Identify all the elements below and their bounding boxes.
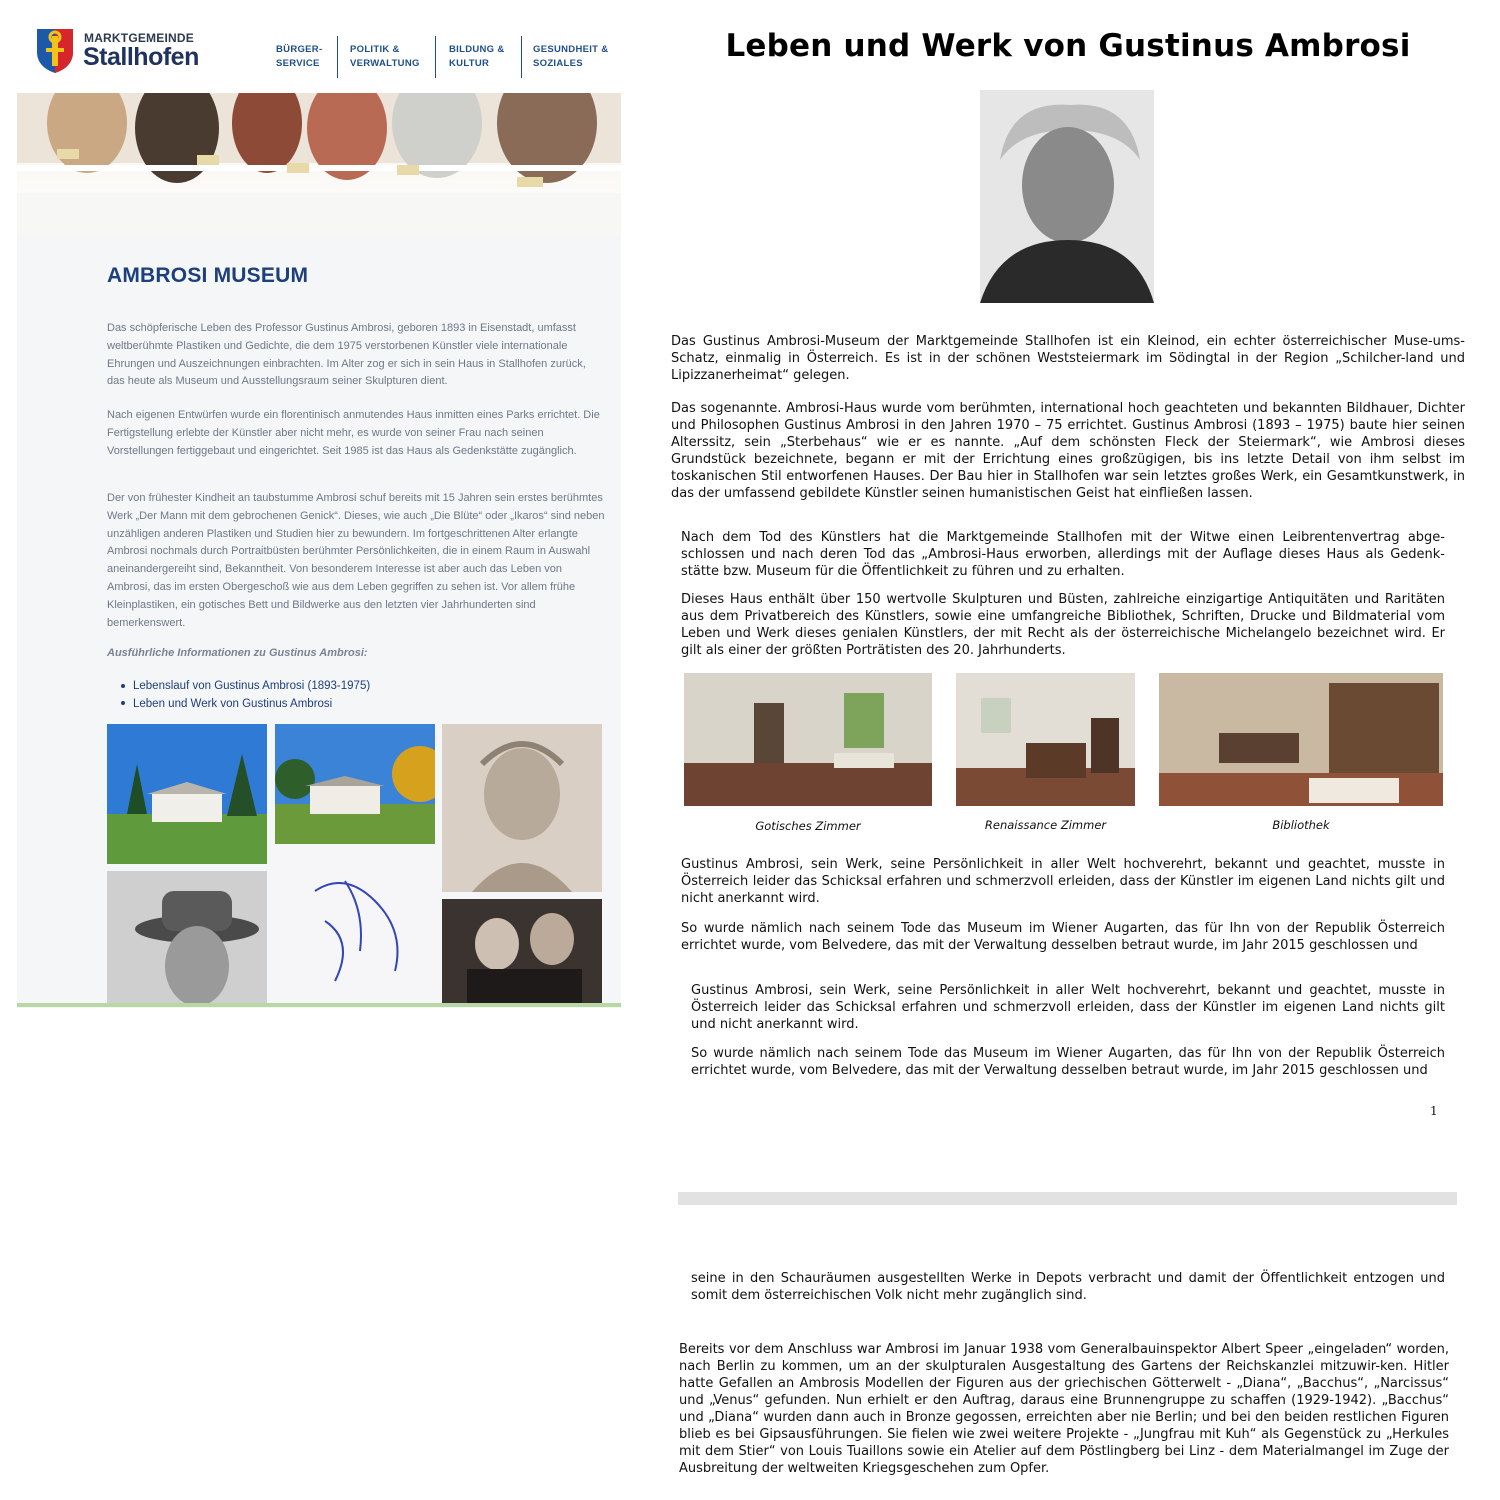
gallery-portrait-drawing[interactable] [442, 724, 602, 892]
site-paragraph: Das schöpferische Leben des Professor Gustinus Ambrosi, geboren 1893 in Eisenstadt, umfasst weltberühmte Plastiken und Gedichte, die dem 1975 verstorbenen Künstler viele internationale Ehrungen und Auszeichnungen einbrachten. Im Alter zog er sich in sein Haus in Stallhofen zurück, das heute als Museum und Ausstellungsraum seiner Skulpturen dient. [107, 322, 586, 388]
info-link-list [121, 678, 370, 713]
site-paragraph: Der von frühester Kindheit an taubstumme Ambrosi schuf bereits mit 15 Jahren sein erstes berühmtes Werk „Der Mann mit dem gebrochenen Genick“. Dieses, wie auch „Die Blüte“ oder „Ikaros“ sind neben unzähligen anderen Plastiken und Studien hier zu bewundern. Im fortgeschrittenen Alter erlangte Ambrosi nochmals durch Portraitbüsten berühmter Persönlichkeiten, die in einem Raum in Auswahl aneinandergereiht sind, Bekanntheit. Von besonderem Interesse ist aber auch das Leben von Ambrosi, das im ersten Obergeschoß wie aus dem Leben gegriffen zu sehen ist. Vor allem frühe Kleinplastiken, ein gotisches Bett und Bildwerke aus den letzten vier Jahrhunderten sind bemerkenswert. [107, 492, 605, 629]
room-photo-library [1159, 673, 1443, 806]
footer-accent-line [17, 1003, 621, 1007]
gallery-photo-house-autumn[interactable] [275, 724, 435, 844]
hero-sculpture-banner [17, 93, 621, 235]
room-photo-renaissance [956, 673, 1135, 806]
nav-gesundheit-soziales[interactable]: GESUNDHEIT & SOZIALES [533, 44, 609, 69]
document-title: Leben und Werk von Gustinus Ambrosi [725, 28, 1411, 64]
gallery-blue-sketch[interactable] [275, 851, 435, 1006]
doc-paragraph: Nach dem Tod des Künstlers hat die Marktgemeinde Stallhofen mit der Witwe einen Leibrentenvertrag abge-schlossen und nach deren Tod das „Ambrosi-Haus erworben, allerdings mit der Auflage dieses Haus als Gedenk-stätte bzw. Museum für die Öffentlichkeit zu führen und zu erhalten. [681, 530, 1445, 579]
brand-name[interactable]: Stallhofen [83, 43, 199, 71]
nav-bildung-kultur[interactable]: BILDUNG & KULTUR [449, 44, 505, 69]
page-break-divider [678, 1192, 1457, 1205]
website-screenshot [17, 18, 621, 1008]
doc-paragraph: So wurde nämlich nach seinem Tode das Museum im Wiener Augarten, das für Ihn von der Republik Österreich errichtet wurde, vom Belvedere, das mit der Verwaltung desselben betraut wurde, im Jahr 2015 geschlossen und [691, 1046, 1445, 1078]
site-header [17, 18, 621, 93]
page-number: 1 [1430, 1104, 1438, 1118]
room-photo-gothic [684, 673, 932, 806]
link-leben-und-werk[interactable]: Leben und Werk von Gustinus Ambrosi [121, 696, 370, 714]
doc-paragraph: Gustinus Ambrosi, sein Werk, seine Persönlichkeit in aller Welt hochverehrt, bekannt und geachtet, musste in Österreich leider das Schicksal erfahren und schmerzvoll erleiden, dass der Künstler im eigenen Land nichts gilt und nicht anerkannt wird. [681, 857, 1445, 906]
doc-paragraph: Gustinus Ambrosi, sein Werk, seine Persönlichkeit in aller Welt hochverehrt, bekannt und geachtet, musste in Österreich leider das Schicksal erfahren und schmerzvoll erleiden, dass der Künstler im eigenen Land nichts gilt und nicht anerkannt wird. [691, 983, 1445, 1032]
doc-paragraph: seine in den Schauräumen ausgestellten Werke in Depots verbracht und damit der Öffentlichkeit entzogen und somit dem österreichischen Volk nicht mehr zugänglich sind. [691, 1271, 1445, 1303]
doc-paragraph: Das Gustinus Ambrosi-Museum der Marktgemeinde Stallhofen ist ein Kleinod, ein echter österreichischer Muse-ums-Schatz, einmalig in Österreich. Es ist in der schönen Weststeiermark im Södingtal in der Region „Schilcher-land und Lipizzanerheimat“ gelegen. [671, 334, 1465, 383]
nav-politik-verwaltung[interactable]: POLITIK & VERWALTUNG [350, 44, 420, 69]
caption-library: Bibliothek [1272, 818, 1330, 832]
nav-divider [521, 36, 522, 78]
museum-title: AMBROSI MUSEUM [107, 264, 309, 287]
brand-subtitle: MARKTGEMEINDE [84, 31, 194, 45]
link-lebenslauf[interactable]: Lebenslauf von Gustinus Ambrosi (1893-1975) [121, 678, 370, 696]
bullet [121, 701, 125, 705]
nav-divider [337, 36, 338, 78]
ambrosi-portrait-photo [980, 90, 1154, 303]
site-paragraph: Nach eigenen Entwürfen wurde ein florentinisch anmutendes Haus inmitten eines Parks errichtet. Die Fertigstellung erlebte der Künstler aber nicht mehr, es wurde von seiner Frau nach seinen Vorstellungen fertiggebaut und eingerichtet. Seit 1985 ist das Haus als Gedenkstätte zugänglich. [107, 409, 600, 457]
municipal-crest-logo[interactable] [36, 28, 74, 74]
gallery-photo-group[interactable] [442, 899, 602, 1006]
nav-divider [435, 36, 436, 78]
gallery-photo-house-front[interactable] [107, 724, 267, 864]
bullet [121, 684, 125, 688]
doc-paragraph: Bereits vor dem Anschluss war Ambrosi im Januar 1938 vom Generalbauinspektor Albert Speer „eingeladen“ worden, nach Berlin zu kommen, um an der skulpturalen Ausgestaltung des Gartens der Reichskanzlei mitzuwir-ken. Hitler hatte Gefallen an Ambrosis Modellen der Figuren aus der griechischen Götterwelt - „Diana“, „Bacchus“, „Narcissus“ und „Venus“ gefunden. Nun erhielt er den Auftrag, daraus eine Brunnengruppe zu schaffen (1929-1942). „Bacchus“ und „Diana“ wurden dann auch in Bronze gegossen, erreichten aber nie Berlin; und bei den beiden restlichen Figuren blieb es bei Gipsausführungen. Sie fielen wie zwei weitere Projekte - „Jungfrau mit Kuh“ als Gegenstück zu „Herkules mit dem Stier“ von Louis Tuaillons sowie ein Atelier auf dem Pöstlingberg bei Linz - dem Materialmangel im Zuge der Ausbreitung der weltweiten Kriegsgeschehen zum Opfer. [679, 1342, 1449, 1476]
info-subheading: Ausführliche Informationen zu Gustinus Ambrosi: [107, 647, 368, 659]
gallery-photo-hat-portrait[interactable] [107, 871, 267, 1006]
caption-renaissance-room: Renaissance Zimmer [984, 818, 1107, 832]
doc-paragraph: Das sogenannte. Ambrosi-Haus wurde vom berühmten, international hoch geachteten und bekannten Bildhauer, Dichter und Philosophen Gustinus Ambrosi in den Jahren 1970 – 75 errichtet. Gustinus Ambrosi (1893 – 1975) baute hier seinen Alterssitz, sein „Sterbehaus“ wie er es nannte. „Auf dem schönsten Fleck der Steiermark“, wie Ambrosi dieses Grundstück bezeichnete, begann er mit der Errichtung eines großzügigen, bis ins letzte Detail von ihm selbst im toskanischen Stil entworfenen Hauses. Der Bau hier in Stallhofen war sein letztes großes Werk, ein Gesamtkunstwerk, in das der umfassend gebildete Künstler seinen humanistischen Geist hat einfließen lassen. [671, 401, 1465, 501]
doc-paragraph: So wurde nämlich nach seinem Tode das Museum im Wiener Augarten, das für Ihn von der Republik Österreich errichtet wurde, vom Belvedere, das mit der Verwaltung desselben betraut wurde, im Jahr 2015 geschlossen und [681, 921, 1445, 953]
caption-gothic-room: Gotisches Zimmer [755, 819, 861, 833]
doc-paragraph: Dieses Haus enthält über 150 wertvolle Skulpturen und Büsten, zahlreiche einzigartige Antiquitäten und Raritäten aus dem Privatbereich des Künstlers, sowie eine umfangreiche Bibliothek, Schriften, Drucke und Bildmaterial vom Leben und Werk dieses genialen Künstlers, der mit Recht als der österreichische Michelangelo bezeichnet wird. Er gilt als einer der größten Porträtisten des 20. Jahrhunderts. [681, 592, 1445, 658]
nav-buerger-service[interactable]: BÜRGER- SERVICE [276, 44, 323, 69]
